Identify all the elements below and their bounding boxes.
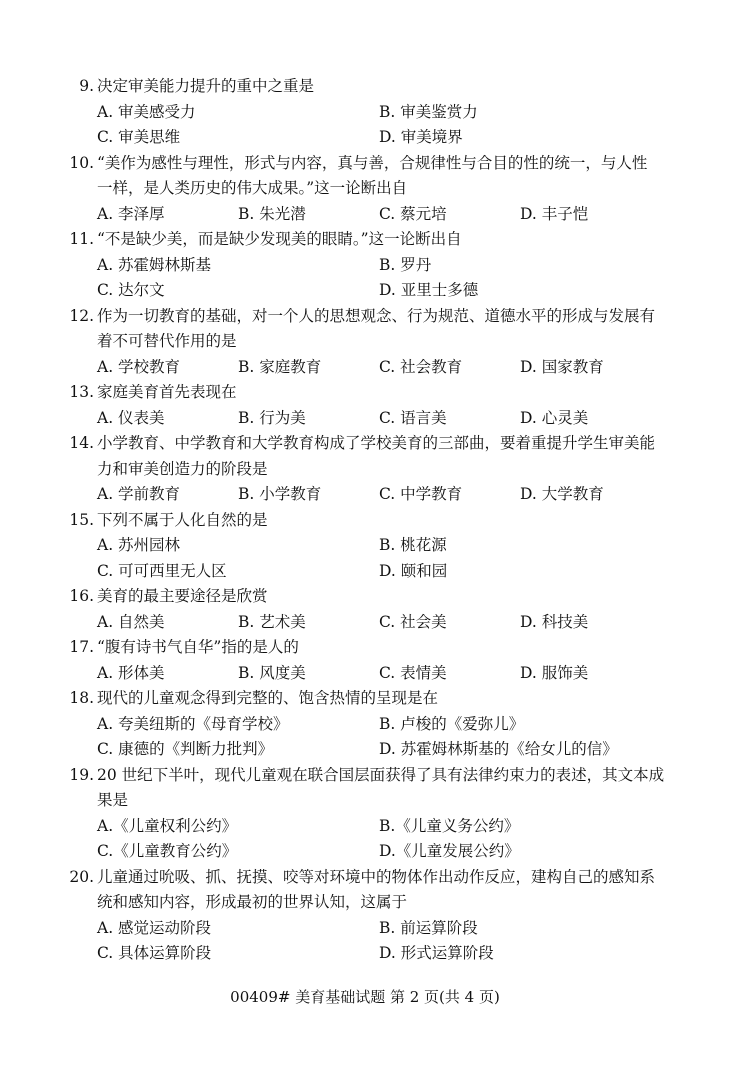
- answer-option: D. 亚里士多德: [379, 281, 479, 299]
- question-text: 美育的最主要途径是欣赏: [97, 587, 268, 605]
- option-row: [64, 202, 664, 228]
- option-row: [64, 533, 664, 559]
- answer-option: C. 中学教育: [379, 485, 463, 503]
- answer-option: A. 李泽厚: [97, 204, 165, 223]
- question-text: 小学教育、中学教育和大学教育构成了学校美育的三部曲，要着重提升学生审美能: [97, 434, 656, 452]
- answer-option: B. 罗丹: [379, 255, 432, 274]
- question-number: 16.: [69, 587, 94, 605]
- question-number: 20.: [69, 867, 94, 886]
- option-row: [64, 814, 664, 840]
- question-text: 一样，是人类历史的伟大成果。”这一论断出自: [97, 179, 408, 197]
- question-text: “不是缺少美，而是缺少发现美的眼睛。”这一论断出自: [97, 230, 462, 248]
- question-line: [64, 584, 664, 610]
- question-list: [64, 74, 664, 967]
- option-row: [64, 661, 664, 687]
- answer-option: C. 审美思维: [97, 128, 181, 146]
- question-text: “腹有诗书气自华”指的是人的: [97, 638, 299, 656]
- answer-option: A. 苏霍姆林斯基: [97, 255, 212, 274]
- answer-option: D.《儿童发展公约》: [379, 842, 520, 860]
- answer-option: D. 苏霍姆林斯基的《给女儿的信》: [379, 740, 618, 758]
- option-row: [64, 125, 664, 151]
- question-number: 11.: [69, 230, 94, 248]
- answer-option: A. 学校教育: [97, 357, 181, 376]
- answer-option: D. 科技美: [520, 612, 589, 631]
- answer-option: C. 语言美: [379, 408, 447, 427]
- question-line: [64, 431, 664, 457]
- question-number: 12.: [69, 306, 94, 325]
- question-number: 13.: [69, 383, 94, 401]
- question-line: [64, 457, 664, 483]
- answer-option: C. 表情美: [379, 663, 447, 682]
- question-line: [64, 686, 664, 712]
- answer-option: C. 可可西里无人区: [97, 561, 227, 580]
- answer-option: D. 形式运算阶段: [379, 944, 494, 962]
- answer-option: A.《儿童权利公约》: [97, 816, 238, 835]
- question-text: 儿童通过吮吸、抓、抚摸、咬等对环境中的物体作出动作反应，建构自己的感知系: [97, 867, 656, 886]
- option-row: [64, 100, 664, 126]
- answer-option: B. 卢梭的《爱弥儿》: [379, 714, 525, 733]
- question-text: 决定审美能力提升的重中之重是: [97, 77, 315, 95]
- answer-option: C. 社会教育: [379, 357, 463, 376]
- question-line: [64, 329, 664, 355]
- answer-option: C. 康德的《判断力批判》: [97, 740, 274, 758]
- page-footer: 00409# 美育基础试题 第 2 页(共 4 页): [230, 988, 500, 1006]
- question-number: 18.: [69, 689, 94, 707]
- answer-option: A. 仪表美: [97, 408, 165, 427]
- answer-option: C. 蔡元培: [379, 204, 447, 223]
- question-text: 下列不属于人化自然的是: [97, 510, 268, 529]
- option-row: [64, 916, 664, 942]
- question-line: [64, 508, 664, 534]
- question-line: [64, 380, 664, 406]
- option-row: [64, 712, 664, 738]
- option-row: [64, 610, 664, 636]
- question-line: [64, 176, 664, 202]
- question-line: [64, 74, 664, 100]
- question-line: [64, 304, 664, 330]
- question-text: 作为一切教育的基础，对一个人的思想观念、行为规范、道德水平的形成与发展有: [97, 306, 656, 325]
- answer-option: B. 审美鉴赏力: [379, 102, 478, 121]
- answer-option: D. 大学教育: [520, 485, 604, 503]
- question-line: [64, 788, 664, 814]
- question-text: 20 世纪下半叶，现代儿童观在联合国层面获得了具有法律约束力的表述，其文本成: [97, 765, 665, 784]
- option-row: [64, 278, 664, 304]
- question-text: 统和感知内容，形成最初的世界认知，这属于: [97, 893, 408, 911]
- answer-option: A. 苏州园林: [97, 536, 181, 554]
- question-line: [64, 890, 664, 916]
- answer-option: D. 颐和园: [379, 561, 448, 580]
- answer-option: D. 审美境界: [379, 128, 463, 146]
- question-line: [64, 865, 664, 891]
- option-row: [64, 253, 664, 279]
- question-number: 15.: [69, 510, 94, 529]
- question-number: 10.: [69, 153, 94, 172]
- option-row: [64, 355, 664, 381]
- answer-option: B. 小学教育: [238, 485, 322, 503]
- answer-option: A. 感觉运动阶段: [97, 918, 212, 937]
- question-number: 17.: [69, 638, 94, 656]
- question-text: “美作为感性与理性，形式与内容，真与善，合规律性与合目的性的统一，与人性: [97, 153, 648, 172]
- answer-option: D. 心灵美: [520, 408, 589, 427]
- question-line: [64, 227, 664, 253]
- answer-option: C. 具体运算阶段: [97, 944, 212, 962]
- answer-option: C. 达尔文: [97, 281, 165, 299]
- answer-option: A. 审美感受力: [97, 102, 196, 121]
- answer-option: A. 学前教育: [97, 485, 181, 503]
- answer-option: B. 朱光潜: [238, 204, 306, 223]
- answer-option: A. 夸美纽斯的《母育学校》: [97, 714, 289, 733]
- answer-option: B. 艺术美: [238, 612, 306, 631]
- question-line: [64, 763, 664, 789]
- answer-option: D. 服饰美: [520, 663, 589, 682]
- answer-option: D. 丰子恺: [520, 204, 589, 223]
- question-text: 力和审美创造力的阶段是: [97, 459, 268, 478]
- answer-option: D. 国家教育: [520, 357, 604, 376]
- option-row: [64, 737, 664, 763]
- question-text: 果是: [97, 791, 129, 809]
- answer-option: A. 自然美: [97, 612, 165, 631]
- question-line: [64, 151, 664, 177]
- question-line: [64, 635, 664, 661]
- question-number: 19.: [69, 765, 94, 784]
- answer-option: B. 家庭教育: [238, 357, 322, 376]
- answer-option: A. 形体美: [97, 663, 165, 682]
- answer-option: B.《儿童义务公约》: [379, 816, 520, 835]
- option-row: [64, 941, 664, 967]
- question-number: 9.: [79, 77, 94, 95]
- answer-option: B. 前运算阶段: [379, 918, 478, 937]
- answer-option: C.《儿童教育公约》: [97, 842, 238, 860]
- question-text: 家庭美育首先表现在: [97, 383, 237, 401]
- question-text: 着不可替代作用的是: [97, 332, 237, 350]
- answer-option: B. 桃花源: [379, 536, 447, 554]
- answer-option: B. 风度美: [238, 663, 306, 682]
- answer-option: C. 社会美: [379, 612, 447, 631]
- question-number: 14.: [69, 434, 94, 452]
- question-text: 现代的儿童观念得到完整的、饱含热情的呈现是在: [97, 689, 439, 707]
- option-row: [64, 406, 664, 432]
- option-row: [64, 839, 664, 865]
- answer-option: B. 行为美: [238, 408, 306, 427]
- option-row: [64, 559, 664, 585]
- option-row: [64, 482, 664, 508]
